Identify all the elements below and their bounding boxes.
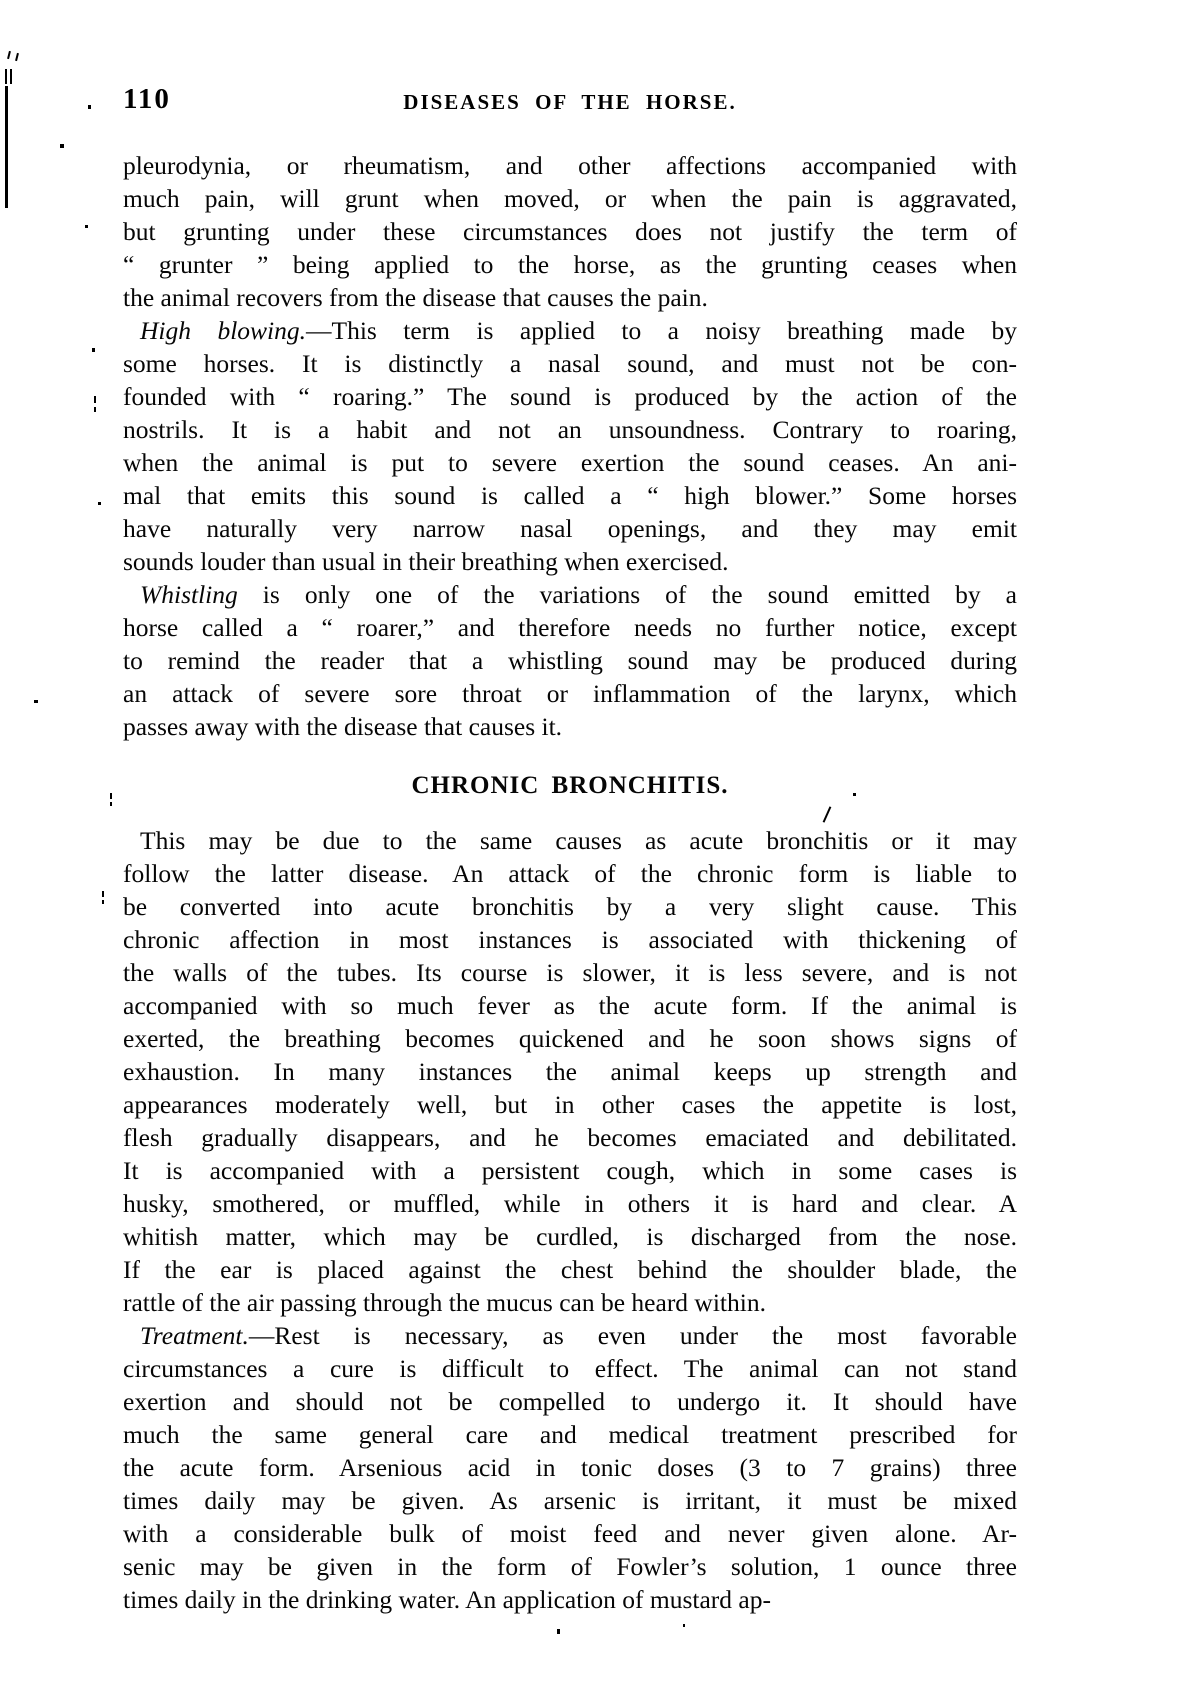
text-line: Whistling is only one of the variations of the sound emitted by a [140, 580, 1017, 609]
text-block [123, 149, 1017, 1616]
italic-lead: Treatment. [140, 1321, 249, 1350]
scan-artifact-tick [7, 51, 11, 59]
text-line: pleurodynia, or rheumatism, and other affections accompanied with [123, 151, 1017, 180]
text-line: This may be due to the same causes as acute bronchitis or it may [140, 826, 1017, 855]
scan-artifact-dash [110, 793, 112, 799]
text-line: times daily in the drinking water. An application of mustard ap- [123, 1585, 771, 1614]
text-line: chronic affection in most instances is associated with thickening of [123, 925, 1017, 954]
italic-lead: Whistling [140, 580, 238, 609]
text-line: the animal recovers from the disease that causes the pain. [123, 283, 708, 312]
text-line: senic may be given in the form of Fowler’s solution, 1 ounce three [123, 1552, 1017, 1581]
text-line: the acute form. Arsenious acid in tonic doses (3 to 7 grains) three [123, 1453, 1017, 1482]
paragraph [123, 314, 1017, 578]
scan-artifact-speck [557, 1629, 560, 1634]
scan-artifact-speck [683, 1624, 685, 1627]
scan-artifact-speck [98, 502, 101, 505]
paragraph [123, 824, 1017, 1319]
text-line: nostrils. It is a habit and not an unsoundness. Contrary to roaring, [123, 415, 1017, 444]
paragraph [123, 578, 1017, 743]
text-line: some horses. It is distinctly a nasal sound, and must not be con- [123, 349, 1017, 378]
running-title: DISEASES OF THE HORSE. [403, 90, 737, 114]
text-line: husky, smothered, or muffled, while in others it is hard and clear. A [123, 1189, 1017, 1218]
paragraph [123, 149, 1017, 314]
scan-artifact-edge-line [5, 86, 8, 208]
scan-artifact-speck [88, 105, 91, 109]
page-number: 110 [123, 83, 171, 115]
scan-artifact-tick [15, 53, 19, 61]
text-line: follow the latter disease. An attack of the chronic form is liable to [123, 859, 1017, 888]
text-line: the walls of the tubes. Its course is slower, it is less severe, and is not [123, 958, 1017, 987]
text-line: whitish matter, which may be curdled, is discharged from the nose. [123, 1222, 1017, 1251]
paragraph [123, 1319, 1017, 1616]
scan-artifact-dash [94, 407, 96, 412]
text-line: an attack of severe sore throat or inflammation of the larynx, which [123, 679, 1017, 708]
scan-artifact-speck [34, 700, 38, 703]
text-line: exertion and should not be compelled to undergo it. It should have [123, 1387, 1017, 1416]
text-line: times daily may be given. As arsenic is irritant, it must be mixed [123, 1486, 1017, 1515]
scan-artifact-speck [853, 793, 856, 796]
text-line: flesh gradually disappears, and he becomes emaciated and debilitated. [123, 1123, 1017, 1152]
text-line: be converted into acute bronchitis by a very slight cause. This [123, 892, 1017, 921]
text-line: exerted, the breathing becomes quickened and he soon shows signs of [123, 1024, 1017, 1053]
text-line: much the same general care and medical treatment prescribed for [123, 1420, 1017, 1449]
text-line: Treatment.—Rest is necessary, as even under the most favorable [140, 1321, 1017, 1350]
scan-artifact-bar [10, 69, 12, 84]
scan-artifact-dash [102, 900, 104, 904]
scan-artifact-bar [5, 69, 7, 84]
text-line: accompanied with so much fever as the acute form. If the animal is [123, 991, 1017, 1020]
scan-artifact-speck [85, 225, 88, 228]
scan-artifact-dash [110, 802, 112, 806]
scan-artifact-dash [102, 891, 104, 897]
text-line: appearances moderately well, but in other cases the appetite is lost, [123, 1090, 1017, 1119]
text-line: have naturally very narrow nasal openings, and they may emit [123, 514, 1017, 543]
text-line: with a considerable bulk of moist feed and never given alone. Ar- [123, 1519, 1017, 1548]
text-line: sounds louder than usual in their breathing when exercised. [123, 547, 729, 576]
text-line: “ grunter ” being applied to the horse, as the grunting ceases when [123, 250, 1017, 279]
scan-artifact-speck [92, 348, 95, 352]
text-line: horse called a “ roarer,” and therefore needs no further notice, except [123, 613, 1017, 642]
text-line: to remind the reader that a whistling sound may be produced during [123, 646, 1017, 675]
text-line: If the ear is placed against the chest behind the shoulder blade, the [123, 1255, 1017, 1284]
section-heading: CHRONIC BRONCHITIS. [411, 772, 729, 799]
text-line: exhaustion. In many instances the animal keeps up strength and [123, 1057, 1017, 1086]
text-line: It is accompanied with a persistent cough, which in some cases is [123, 1156, 1017, 1185]
italic-lead: High blowing. [140, 316, 306, 345]
text-line: High blowing.—This term is applied to a noisy breathing made by [140, 316, 1017, 345]
text-line: when the animal is put to severe exertion the sound ceases. An ani- [123, 448, 1017, 477]
text-line: founded with “ roaring.” The sound is produced by the action of the [123, 382, 1017, 411]
text-line: but grunting under these circumstances does not justify the term of [123, 217, 1017, 246]
scan-artifact-speck [60, 144, 64, 148]
scan-artifact-dash [94, 396, 96, 403]
text-line: rattle of the air passing through the mucus can be heard within. [123, 1288, 766, 1317]
text-line: circumstances a cure is difficult to effect. The animal can not stand [123, 1354, 1017, 1383]
text-line: much pain, will grunt when moved, or when the pain is aggravated, [123, 184, 1017, 213]
text-line: mal that emits this sound is called a “ high blower.” Some horses [123, 481, 1017, 510]
text-line: passes away with the disease that causes it. [123, 712, 563, 741]
